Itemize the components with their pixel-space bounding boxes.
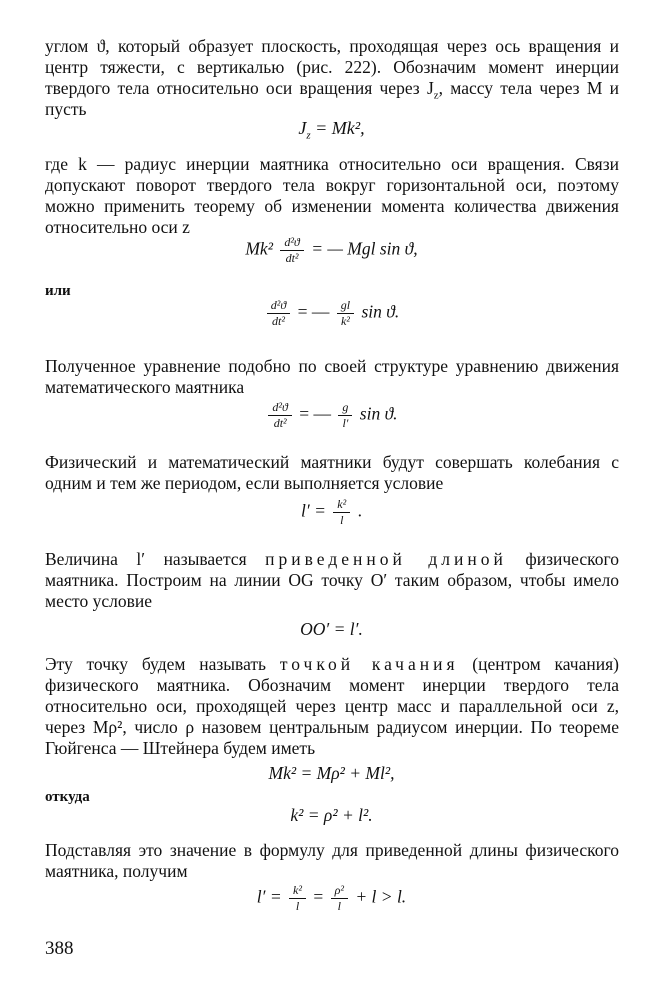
paragraph-2: где k — радиус инерции маятника относительно оси вращения. Связи допускают поворот твердого тела вокруг горизонтальной оси, поэтому можно применить теорему об изменении момента количества движения относительно оси z	[45, 154, 619, 237]
formula-moment-equation: Mk² $\frac{\text{d²ϑ}}{\text{dt²}}$ = — Mgl sin ϑ,	[245, 235, 418, 265]
spaced-term-reduced-length: приведенной длиной	[265, 549, 507, 569]
paragraph-3: Полученное уравнение подобно по своей структуре уравнению движения математического маятника	[45, 356, 619, 397]
formula-reduced: $\frac{\text{d²ϑ}}{\text{dt²}}$ = — $\frac{gl}{\text{k²}}$ sin ϑ.	[0, 298, 663, 329]
paragraph-6: Эту точку будем называть точкой качания (центром качания) физического маятника. Обозначим момент инерции твердого тела относительно оси, проходящей через центр масс и параллельной оси z, через Mρ², число ρ назовем центральным радиусом инерции. По теореме Гюйгенса — Штейнера будем иметь	[45, 654, 619, 758]
formula-final-inequality: l′ = $\frac{\text{k²}}{l}$ = $\frac{\text{ρ²}}{l}$ + l > l.	[256, 883, 407, 913]
formula-math-pendulum: $\frac{\text{d²ϑ}}{\text{dt²}}$ = — $\frac{g}{l'}$ sin ϑ.	[0, 400, 663, 431]
spaced-term-swing-point: точкой качания	[279, 654, 459, 674]
paragraph-1-end: , массу тела через M и пусть	[45, 78, 619, 119]
formula-k-squared: k² = ρ² + l².	[290, 805, 373, 825]
paragraph-7: Подставляя это значение в формулу для приведенной длины физического маятника, получим	[45, 840, 619, 881]
word-otkuda: откуда	[45, 789, 90, 805]
formula-inertia: $J_z = Mk^2$,	[298, 118, 365, 142]
paragraph-1	[45, 36, 619, 120]
formula-huygens-steiner: Mk² = Mρ² + Ml²,	[268, 763, 395, 783]
formula-oo-prime: OO′ = l′.	[300, 619, 363, 639]
paragraph-1-text: углом ϑ, который образует плоскость, проходящая через ось вращения и центр тяжести, с вертикалью (рис. 222). Обозначим момент инерции твердого тела относительно оси вращения через J	[45, 36, 619, 98]
page-number: 388	[45, 938, 74, 959]
fraction-d2theta-dt2: $\frac{\text{d²ϑ}}{\text{dt²}}$	[280, 235, 304, 266]
paragraph-1-subscript: z	[433, 89, 439, 102]
paragraph-5: Величина l′ называется приведенной длиной физического маятника. Построим на линии OG точку O′ таким образом, чтобы имело место условие	[45, 549, 619, 611]
formula-reduced-length: l′ = $\frac{\text{k²}}{l}$ .	[301, 497, 362, 527]
paragraph-4: Физический и математический маятники будут совершать колебания с одним и тем же периодом, если выполняется условие	[45, 452, 619, 493]
word-ili: или	[45, 283, 71, 299]
